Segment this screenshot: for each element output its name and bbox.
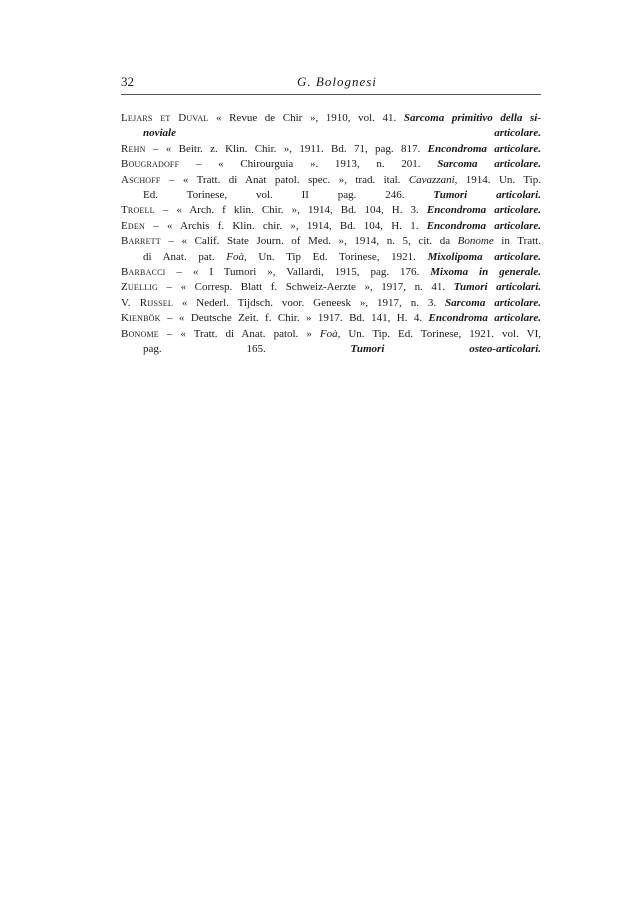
reference-author: Barrett bbox=[121, 235, 161, 248]
reference-author: Barbacci bbox=[121, 266, 166, 279]
reference-entry bbox=[121, 327, 541, 358]
reference-title: Mixolipoma articolare. bbox=[427, 250, 542, 263]
reference-source: – « Corresp. Blatt f. Schweiz-Aerzte », 1917, n. 41. bbox=[158, 281, 454, 294]
reference-source: – « Chirourguia ». 1913, n. 201. bbox=[179, 158, 438, 171]
reference-entry bbox=[121, 234, 541, 265]
reference-source: – « Tratt. di Anat patol. spec. », trad. ital. bbox=[160, 173, 409, 186]
reference-source: pag. 165. bbox=[143, 343, 351, 356]
reference-source: – « Deutsche Zeit. f. Chir. » 1917. Bd. 141, H. 4. bbox=[160, 312, 429, 325]
reference-source: « Nederl. Tijdsch. voor. Geneesk », 1917, n. 3. bbox=[172, 296, 446, 309]
reference-source: – « Arch. f klin. Chir. », 1914, Bd. 104, H. 3. bbox=[154, 204, 427, 217]
reference-title: Sarcoma articolare. bbox=[437, 158, 541, 171]
cited-author: Cavazzani, bbox=[408, 173, 458, 186]
cited-author: Bonome bbox=[457, 235, 494, 248]
reference-title: Encondroma articolare. bbox=[427, 142, 541, 155]
reference-author: Eden bbox=[121, 219, 145, 232]
reference-author: Bonome bbox=[121, 327, 159, 340]
reference-title: Tumori osteo-articolari. bbox=[350, 343, 541, 356]
reference-entry bbox=[121, 265, 541, 280]
reference-entry bbox=[121, 111, 541, 142]
reference-source: Un. Tip Ed. Torinese, 1921. bbox=[246, 250, 428, 263]
running-head: G. Bolognesi bbox=[297, 74, 377, 89]
reference-source: – « Tratt. di Anat. patol. » bbox=[158, 327, 320, 340]
reference-source: – « I Tumori », Vallardi, 1915, pag. 176. bbox=[165, 266, 431, 279]
reference-author: Aschoff bbox=[121, 173, 161, 186]
header-rule bbox=[121, 94, 541, 95]
reference-entry bbox=[121, 280, 541, 295]
reference-author: Bougradoff bbox=[121, 158, 180, 171]
reference-author: Kienbök bbox=[121, 312, 161, 325]
reference-author: Rehn bbox=[121, 142, 146, 155]
reference-entry bbox=[121, 142, 541, 157]
cited-author: Foà, bbox=[226, 250, 247, 263]
reference-author: Lejars et Duval bbox=[121, 112, 209, 124]
reference-title: Mixoma in generale. bbox=[430, 266, 541, 279]
reference-author: Zuellig bbox=[121, 281, 158, 294]
reference-list bbox=[121, 111, 541, 358]
reference-source: – « Archis f. Klin. chir. », 1914, Bd. 104, H. 1. bbox=[144, 219, 427, 232]
cited-author: Foà, bbox=[319, 327, 341, 340]
reference-author: Troell bbox=[121, 204, 155, 217]
reference-source: in Tratt. bbox=[493, 235, 541, 248]
reference-source: 1914. Un. Tip. bbox=[457, 173, 541, 186]
reference-title: Encondroma articolare. bbox=[426, 204, 541, 217]
page-header bbox=[121, 74, 541, 92]
reference-entry bbox=[121, 157, 541, 172]
reference-source: – « Calif. State Journ. of Med. », 1914, n. 5, cit. da bbox=[160, 235, 458, 248]
reference-title: noviale articolare. bbox=[143, 127, 541, 140]
reference-title: Encondroma articolare. bbox=[428, 312, 541, 325]
reference-source: Ed. Torinese, vol. II pag. 246. bbox=[143, 189, 434, 202]
reference-source: – « Beitr. z. Klin. Chir. », 1911. Bd. 71, pag. 817. bbox=[145, 142, 428, 155]
reference-entry bbox=[121, 296, 541, 311]
reference-entry bbox=[121, 173, 541, 204]
reference-entry bbox=[121, 203, 541, 218]
reference-title: Tumori articolari. bbox=[433, 189, 541, 202]
reference-entry bbox=[121, 219, 541, 234]
reference-entry bbox=[121, 311, 541, 326]
reference-title: Sarcoma articolare. bbox=[445, 296, 541, 309]
reference-title: Tumori articolari. bbox=[453, 281, 541, 294]
reference-title: Sarcoma primitivo della si- bbox=[403, 112, 541, 124]
reference-author: V. Rijssel bbox=[121, 296, 173, 309]
reference-source: Un. Tip. Ed. Torinese, 1921. vol. VI, bbox=[340, 327, 541, 340]
reference-title: Encondroma articolare. bbox=[426, 219, 541, 232]
page-number: 32 bbox=[121, 74, 134, 89]
reference-source: « Revue de Chir », 1910, vol. 41. bbox=[208, 112, 404, 124]
reference-source: di Anat. pat. bbox=[143, 250, 227, 263]
